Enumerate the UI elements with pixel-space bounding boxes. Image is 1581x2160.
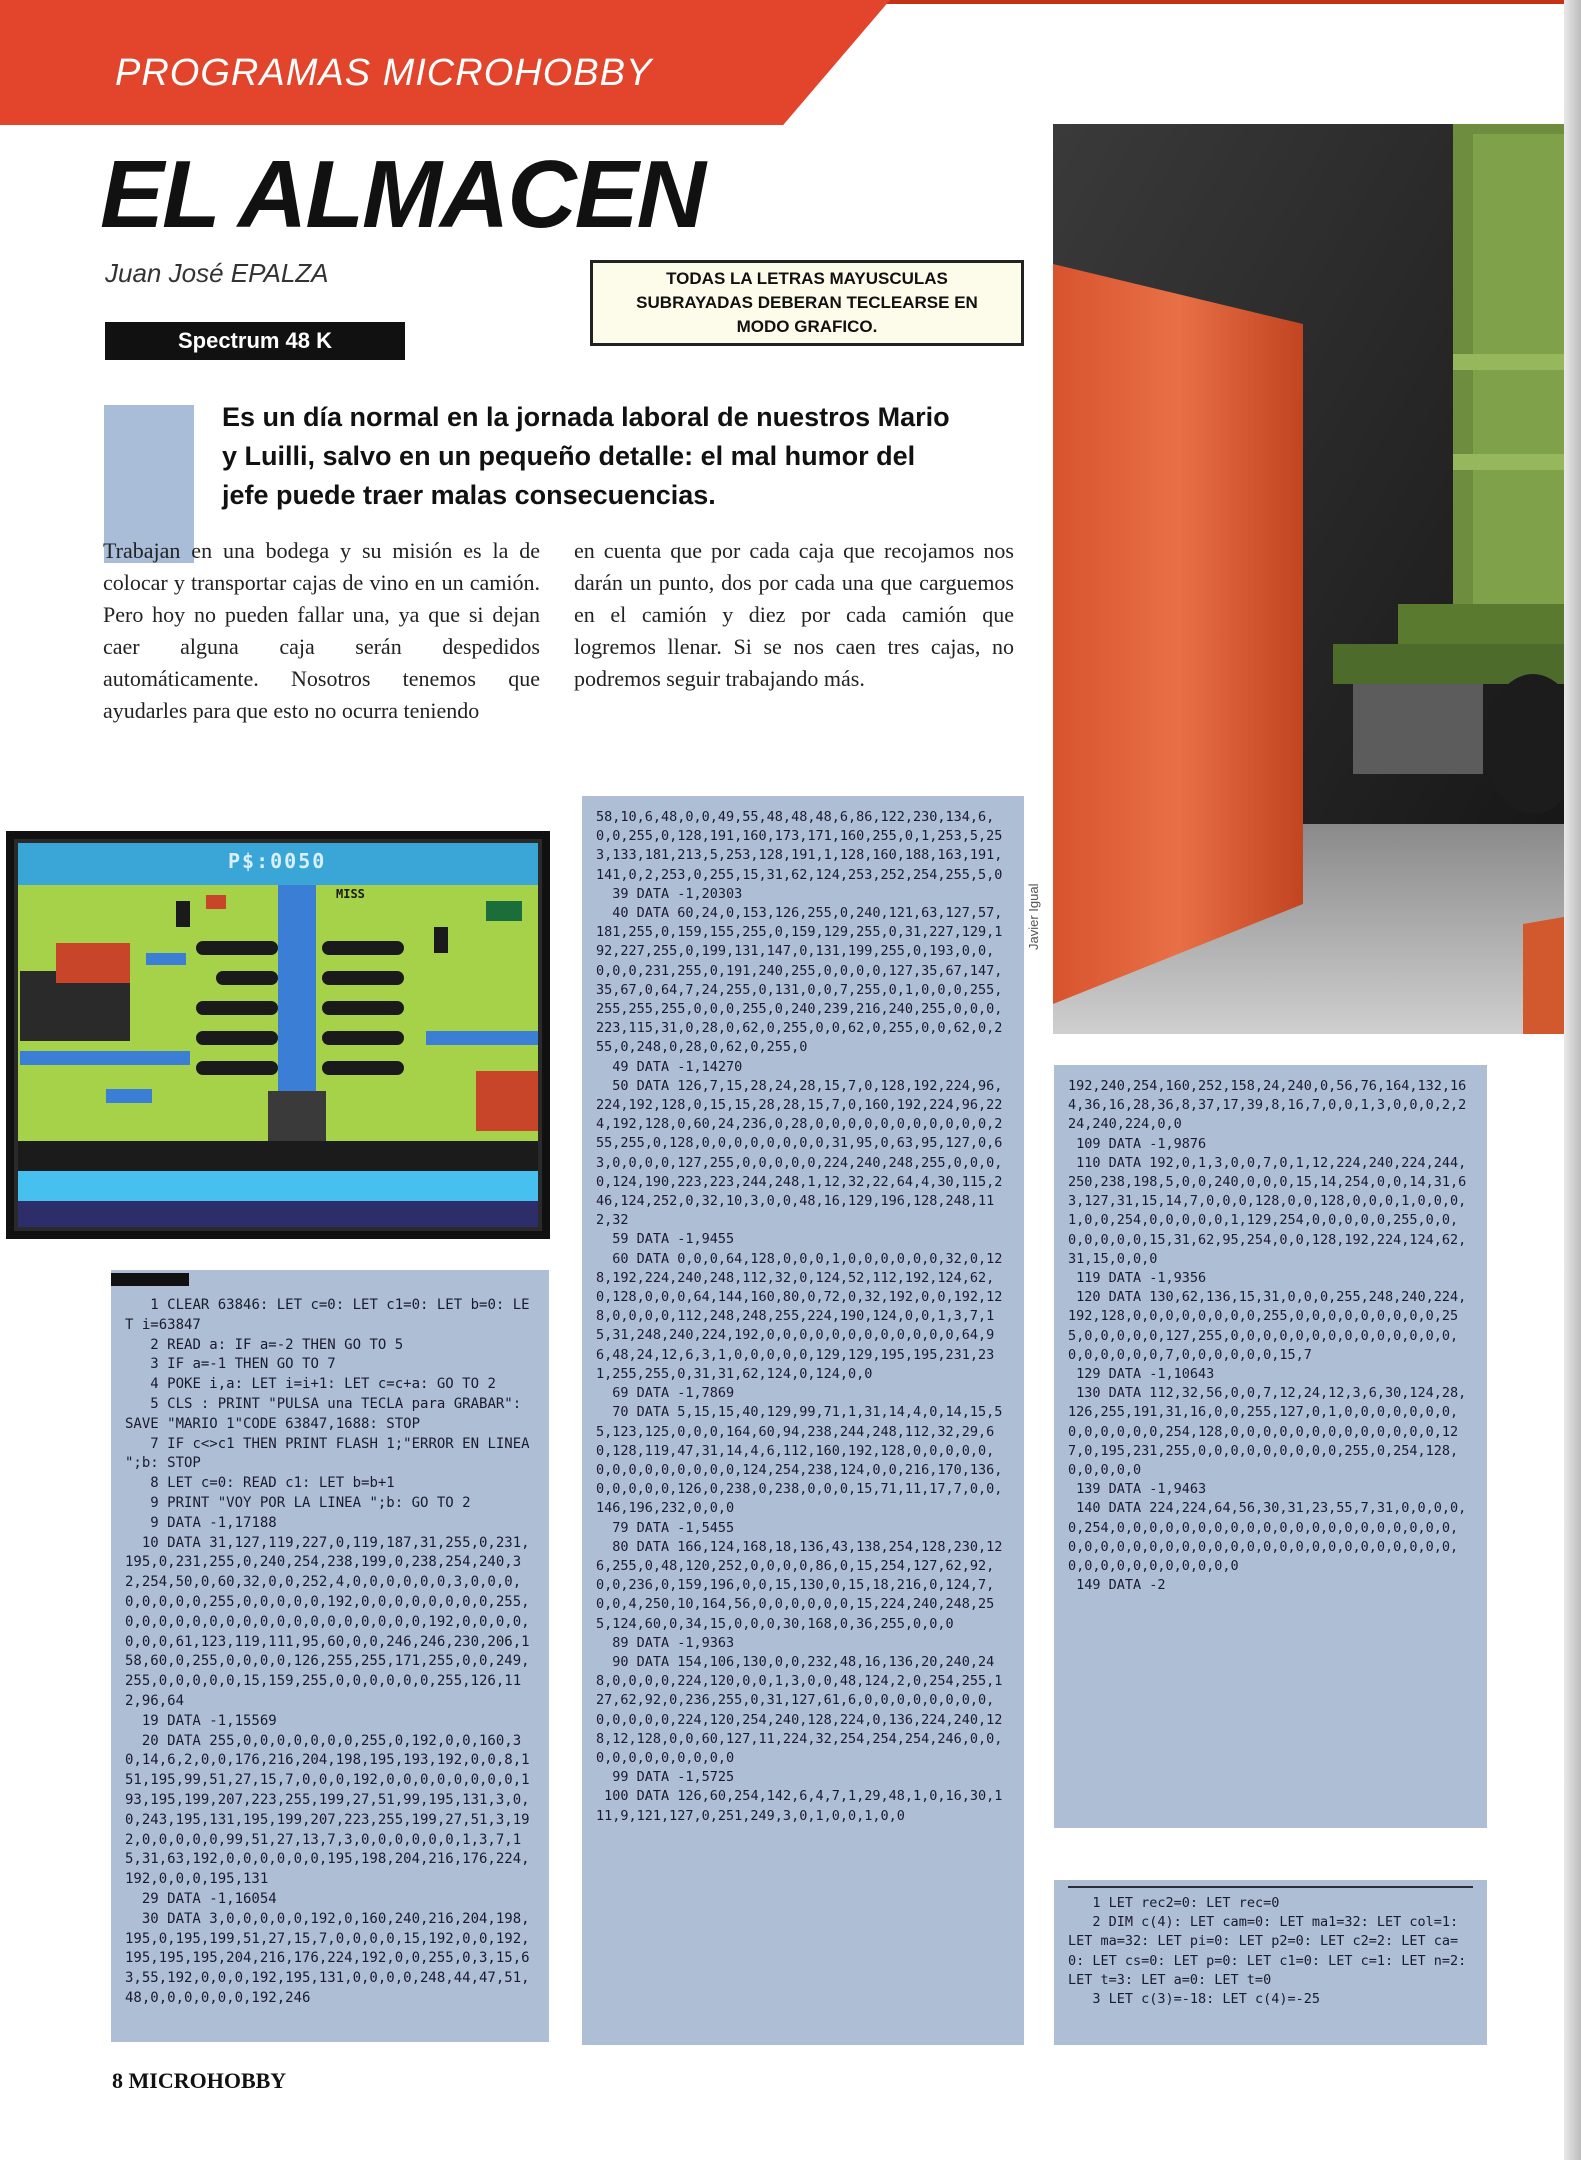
game-screenshot <box>6 831 550 1239</box>
article-title: EL ALMACEN <box>100 141 704 248</box>
basic-listing-1: 1 CLEAR 63846: LET c=0: LET c1=0: LET b=0: LET i=63847 2 READ a: IF a=-2 THEN GO TO 5 3 IF a=-1 THEN GO TO 7 4 POKE i,a: LET i=i+1: LET c=c+a: GO TO 2 5 CLS : PRINT "PULSA una TECLA para GRABAR": SAVE "MARIO 1"CODE 63847,1688: STOP 7 IF c<>c1 THEN PRINT FLASH 1;"ERROR EN LINEA ";b: STOP 8 LET c=0: READ c1: LET b=b+1 9 PRINT "VOY POR LA LINEA ";b: GO TO 2 9 DATA -1,17188 10 DATA 31,127,119,227,0,119,187,31,255,0,231,195,0,231,255,0,240,254,238,199,0,238,254,240,32,254,50,0,60,32,0,0,252,4,0,0,0,0,0,0,3,0,0,0,0,0,0,0,0,255,0,0,0,0,0,192,0,0,0,0,0,0,0,0,255,0,0,0,0,0,0,0,0,0,0,0,0,0,0,0,0,0,0,192,0,0,0,0,0,0,0,61,123,119,111,95,60,0,0,246,246,230,206,158,60,0,255,0,0,0,0,126,255,255,171,255,0,0,249,255,0,0,0,0,0,15,159,255,0,0,0,0,0,0,255,126,112,96,64 19 DATA -1,15569 20 DATA 255,0,0,0,0,0,0,0,255,0,192,0,0,160,30,14,6,2,0,0,176,216,204,198,195,193,192,0,0,8,151,195,99,51,27,15,7,0,0,0,192,0,0,0,0,0,0,0,0,193,195,199,207,223,255,199,27,51,99,195,131,3,0,0,243,195,131,195,199,207,223,255,199,27,51,3,192,0,0,0,0,0,99,51,27,13,7,3,0,0,0,0,0,0,1,3,7,15,31,63,192,0,0,0,0,0,0,195,198,204,216,176,224,192,0,0,0,195,131 29 DATA -1,16054 30 DATA 3,0,0,0,0,0,192,0,160,240,216,204,198,195,0,195,199,51,27,15,7,0,0,0,0,15,192,0,0,192,195,195,195,204,216,176,224,192,0,0,255,0,3,15,63,55,192,0,0,0,192,195,131,0,0,0,0,248,44,47,51,48,0,0,0,0,0,0,192,246 <box>125 1297 530 2006</box>
page-footer <box>112 2068 286 2094</box>
graphic-mode-notice: TODAS LA LETRAS MAYUSCULAS SUBRAYADAS DEBERAN TECLEARSE EN MODO GRAFICO. <box>590 260 1024 346</box>
basic-listing-4: 1 LET rec2=0: LET rec=0 2 DIM c(4): LET cam=0: LET ma1=32: LET col=1: LET ma=32: LET pi=0: LET p2=0: LET c2=2: LET ca=0: LET cs=0: LET p=0: LET c1=0: LET c=1: LET n=2: LET t=3: LET a=0: LET t=0 3 LET c(3)=-18: LET c(4)=-25 <box>1068 1895 1467 2008</box>
listing-panel-1 <box>111 1270 549 2042</box>
page-number: 8 <box>112 2068 123 2093</box>
listing-top-rule <box>1068 1886 1473 1888</box>
body-column-1: Trabajan en una bodega y su misión es la de colocar y transportar cajas de vino en un camión. Pero hoy no pueden fallar una, ya que si dejan caer alguna caja serán despedidos automáticamente. Nosotros tenemos que ayudarles para que esto no ocurra teniendo <box>103 538 540 723</box>
section-title: PROGRAMAS MICROHOBBY <box>115 52 653 94</box>
truck-illustration <box>1053 124 1581 1034</box>
game-miss-label: MISS <box>336 887 365 901</box>
platform-badge: Spectrum 48 K <box>105 322 405 360</box>
truck-illustration-drawing <box>1053 124 1581 1034</box>
basic-listing-2: 58,10,6,48,0,0,49,55,48,48,48,6,86,122,230,134,6,0,0,255,0,128,191,160,173,171,160,255,0,1,253,5,253,133,181,213,5,253,128,191,1,128,160,188,163,191,141,0,2,253,0,255,15,31,62,124,253,252,254,255,5,0 39 DATA -1,20303 40 DATA 60,24,0,153,126,255,0,240,121,63,127,57,181,255,0,159,155,255,0,159,129,255,0,31,227,129,192,227,255,0,199,131,147,0,131,199,255,0,193,0,0,0,0,0,231,255,0,191,240,255,0,0,0,0,127,35,67,147,35,67,0,64,7,24,255,0,131,0,0,7,255,0,1,0,0,0,255,255,255,255,0,0,0,255,0,240,239,216,240,255,0,0,0,223,115,31,0,28,0,62,0,255,0,0,62,0,255,0,0,62,0,255,0,248,0,28,0,62,0,255,0 49 DATA -1,14270 50 DATA 126,7,15,28,24,28,15,7,0,128,192,224,96,224,192,128,0,15,15,28,28,15,7,0,160,192,224,96,224,192,128,0,60,24,236,0,28,0,0,0,0,0,0,0,0,0,0,0,255,255,0,128,0,0,0,0,0,0,0,0,31,95,0,63,95,127,0,63,0,0,0,0,127,255,0,0,0,0,0,224,240,248,255,0,0,0,0,124,190,223,223,244,248,1,12,32,22,64,4,30,115,246,124,252,0,32,10,3,0,0,48,16,129,196,128,248,112,32 59 DATA -1,9455 60 DATA 0,0,0,64,128,0,0,0,1,0,0,0,0,0,0,32,0,128,192,224,240,248,112,32,0,124,52,112,192,124,62,0,128,0,0,0,64,144,160,80,0,72,0,32,192,0,0,192,128,0,0,0,0,112,248,248,255,224,190,124,0,0,1,3,7,15,31,248,240,224,192,0,0,0,0,0,0,0,0,0,0,0,0,64,96,48,24,12,6,3,1,0,0,0,0,0,129,129,195,195,231,231,255,255,0,31,31,62,124,0,124,0,0 69 DATA -1,7869 70 DATA 5,15,15,40,129,99,71,1,31,14,4,0,14,15,55,123,125,0,0,0,164,60,94,238,244,248,112,32,29,60,128,119,47,31,14,4,6,112,160,192,128,0,0,0,0,0,0,0,0,0,0,0,0,0,0,124,254,238,124,0,0,216,170,136,0,0,0,0,0,126,0,238,0,238,0,0,0,15,71,11,17,7,0,0,146,196,232,0,0,0 79 DATA -1,5455 80 DATA 166,124,168,18,136,43,138,254,128,230,126,255,0,48,120,252,0,0,0,0,86,0,15,254,127,62,92,0,0,236,0,159,196,0,0,15,130,0,15,18,216,0,124,7,0,0,4,250,10,164,56,0,0,0,0,0,0,15,224,240,248,255,124,60,0,34,15,0,0,0,30,168,0,36,255,0,0,0 89 DATA -1,9363 90 DATA 154,106,130,0,0,232,48,16,136,20,240,248,0,0,0,0,224,120,0,0,1,3,0,0,48,124,2,0,254,255,127,62,92,0,236,255,0,31,127,61,6,0,0,0,0,0,0,0,0,0,0,0,0,0,224,120,254,240,128,224,0,136,224,240,128,12,128,0,0,60,127,11,224,32,254,254,254,246,0,0,0,0,0,0,0,0,0,0,0 99 DATA -1,5725 100 DATA 126,60,254,142,6,4,7,1,29,48,1,0,16,30,111,9,121,127,0,251,249,3,0,1,0,0,1,0,0 <box>596 809 1003 1824</box>
game-screenshot-drawing <box>6 831 550 1239</box>
listing-panel-2 <box>582 796 1024 2045</box>
listing-panel-3 <box>1054 1065 1487 1828</box>
listing-panel-4 <box>1054 1880 1487 2045</box>
listing-marker-bar <box>111 1273 189 1286</box>
basic-listing-3: 192,240,254,160,252,158,24,240,0,56,76,164,132,164,36,16,28,36,8,37,17,39,8,16,7,0,0,1,3,0,0,0,2,224,240,224,0,0 109 DATA -1,9876 110 DATA 192,0,1,3,0,0,7,0,1,12,224,240,224,244,250,238,198,5,0,0,240,0,0,0,15,14,254,0,0,14,31,63,127,31,15,14,7,0,0,0,128,0,0,128,0,0,0,1,0,0,0,1,0,0,254,0,0,0,0,0,1,129,254,0,0,0,0,0,255,0,0,0,0,0,0,0,15,31,62,95,254,0,0,128,192,224,124,62,31,15,0,0,0 119 DATA -1,9356 120 DATA 130,62,136,15,31,0,0,0,255,248,240,224,192,128,0,0,0,0,0,0,0,0,255,0,0,0,0,0,0,0,0,0,255,0,0,0,0,0,127,255,0,0,0,0,0,0,0,0,0,0,0,0,0,0,0,0,0,0,0,0,7,0,0,0,0,0,0,15,7 129 DATA -1,10643 130 DATA 112,32,56,0,0,7,12,24,12,3,6,30,124,28,126,255,191,31,16,0,0,255,127,0,1,0,0,0,0,0,0,0,0,0,0,0,0,0,254,128,0,0,0,0,0,0,0,0,0,0,0,0,0,127,0,195,231,255,0,0,0,0,0,0,0,0,0,255,0,254,128,0,0,0,0,0 139 DATA -1,9463 140 DATA 224,224,64,56,30,31,23,55,7,31,0,0,0,0,0,254,0,0,0,0,0,0,0,0,0,0,0,0,0,0,0,0,0,0,0,0,0,0,0,0,0,0,0,0,0,0,0,0,0,0,0,0,0,0,0,0,0,0,0,0,0,0,0,0,0,0,0,0,0,0,0,0 149 DATA -2 <box>1068 1078 1467 1594</box>
magazine-name: MICROHOBBY <box>128 2068 287 2093</box>
photo-credit: Javier Igual <box>1026 883 1041 950</box>
body-column-2: en cuenta que por cada caja que recojamos nos darán un punto, dos por cada una que carguemos en el camión y diez por cada camión que logremos llenar. Si se nos caen tres cajas, no podremos seguir trabajando más. <box>574 538 1014 691</box>
intro-text: Es un día normal en la jornada laboral de nuestros Mario y Luilli, salvo en un pequeño detalle: el mal humor del jefe puede traer malas consecuencias. <box>222 402 950 510</box>
game-score: P$:0050 <box>228 849 327 873</box>
page-edge <box>1564 0 1581 2160</box>
article-author: Juan José EPALZA <box>105 258 329 288</box>
